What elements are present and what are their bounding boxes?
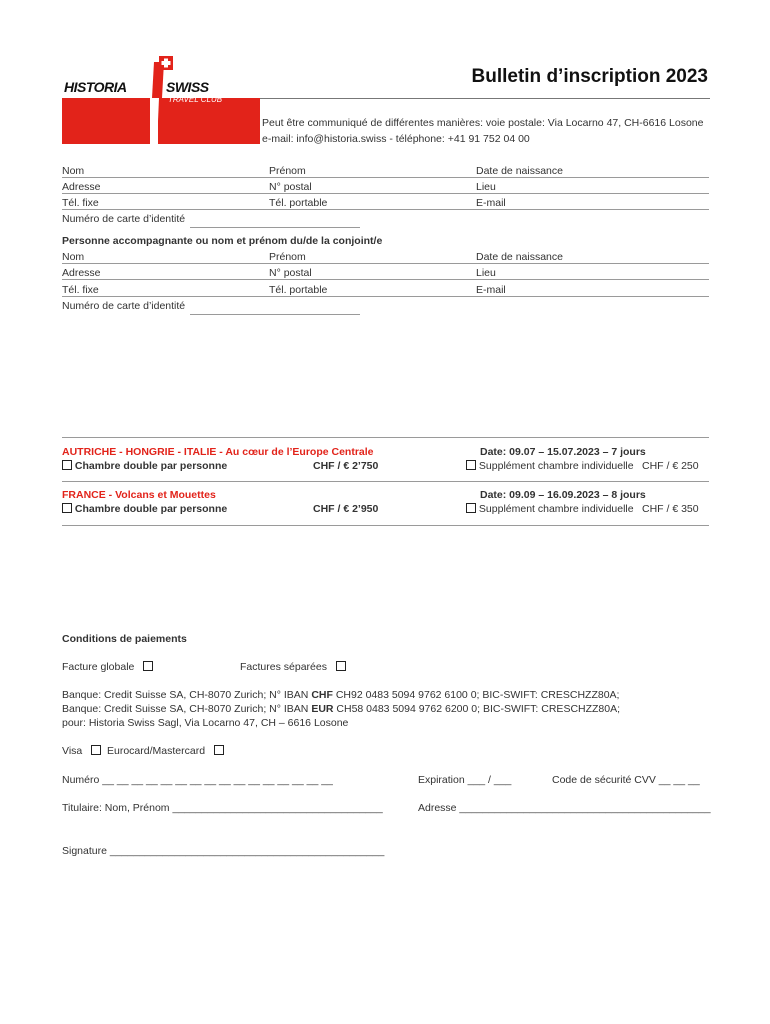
- field-label-nom-2: Nom: [62, 251, 85, 263]
- field-label-tel-portable-2: Tél. portable: [269, 284, 328, 296]
- checkbox[interactable]: [143, 661, 153, 671]
- cardholder-field[interactable]: Titulaire: Nom, Prénom ____________________________________: [62, 802, 383, 814]
- trip-price: CHF / € 2’950: [313, 503, 379, 515]
- facture-globale-option[interactable]: [62, 661, 153, 673]
- bank-line-text: CH58 0483 5094 9762 6200 0; BIC-SWIFT: CRESCHZZ80A;: [333, 703, 621, 715]
- trip-price: CHF / € 2’750: [313, 460, 379, 472]
- trip-room-option[interactable]: [62, 460, 227, 472]
- field-label-adresse-2: Adresse: [62, 267, 101, 279]
- signature-field[interactable]: Signature _______________________________________________: [62, 845, 385, 857]
- bank-currency: EUR: [311, 703, 334, 715]
- page-title: Bulletin d’inscription 2023: [471, 66, 708, 87]
- trip-supplement-option[interactable]: [466, 460, 634, 472]
- field-label-nom: Nom: [62, 165, 85, 177]
- field-label-npa-2: N° postal: [269, 267, 312, 279]
- field-label-id-card-2: Numéro de carte d’identité: [62, 300, 186, 312]
- field-label-prenom: Prénom: [269, 165, 306, 177]
- bank-recipient: pour: Historia Swiss Sagl, Via Locarno 47, CH – 6616 Losone: [62, 717, 349, 729]
- title-rule: [260, 98, 710, 99]
- field-line-row2[interactable]: [62, 193, 709, 194]
- checkbox[interactable]: [466, 460, 476, 470]
- cvv-field[interactable]: Code de sécurité CVV __ __ __: [552, 774, 700, 786]
- trip-supplement-label: Supplément chambre individuelle: [478, 460, 634, 472]
- bank-line-chf: [62, 689, 619, 701]
- trips-bottom-rule: [62, 525, 709, 526]
- bank-line-text: CH92 0483 5094 9762 6100 0; BIC-SWIFT: CRESCHZZ80A;: [332, 689, 620, 701]
- checkbox[interactable]: [62, 503, 72, 513]
- bank-line-text: Banque: Credit Suisse SA, CH-8070 Zurich; N° IBAN: [62, 689, 312, 701]
- logo-graphic: [62, 54, 262, 146]
- payment-heading: Conditions de paiements: [62, 633, 187, 645]
- field-label-prenom-2: Prénom: [269, 251, 306, 263]
- trip-date: Date: 09.07 – 15.07.2023 – 7 jours: [480, 446, 646, 458]
- logo-brand-right: SWISS: [166, 79, 209, 95]
- field-line-row1-2[interactable]: [62, 263, 709, 264]
- field-label-lieu: Lieu: [476, 181, 496, 193]
- checkbox[interactable]: [62, 460, 72, 470]
- trip-date: Date: 09.09 – 16.09.2023 – 8 jours: [480, 489, 646, 501]
- checkbox[interactable]: [214, 745, 224, 755]
- mastercard-option[interactable]: [107, 745, 224, 757]
- field-label-tel-fixe-2: Tél. fixe: [62, 284, 99, 296]
- bank-line-eur: [62, 703, 620, 715]
- field-line-row3-2[interactable]: [62, 296, 709, 297]
- field-label-email: E-mail: [476, 197, 506, 209]
- field-label-tel-portable: Tél. portable: [269, 197, 328, 209]
- trips-top-rule: [62, 437, 709, 438]
- logo-brand-left: HISTORIA: [64, 79, 127, 95]
- bank-currency: CHF: [311, 689, 333, 701]
- field-label-tel-fixe: Tél. fixe: [62, 197, 99, 209]
- address-field[interactable]: Adresse ___________________________________________: [418, 802, 711, 814]
- contact-line-1: Peut être communiqué de différentes manières: voie postale: Via Locarno 47, CH-6616 Losone: [262, 117, 704, 129]
- checkbox[interactable]: [91, 745, 101, 755]
- contact-line-2: e-mail: info@historia.swiss - téléphone: +41 91 752 04 00: [262, 133, 530, 145]
- field-label-date-naissance: Date de naissance: [476, 165, 563, 177]
- field-label-adresse: Adresse: [62, 181, 101, 193]
- trip-supplement-option[interactable]: [466, 503, 634, 515]
- trip-supplement-price: CHF / € 250: [642, 460, 699, 472]
- trips-middle-rule: [62, 481, 709, 482]
- trip-room-option[interactable]: [62, 503, 227, 515]
- field-label-id-card: Numéro de carte d’identité: [62, 213, 186, 225]
- mastercard-label: Eurocard/Mastercard: [107, 745, 206, 757]
- factures-separees-option[interactable]: [240, 661, 346, 673]
- field-label-email-2: E-mail: [476, 284, 506, 296]
- logo-subtitle: TRAVEL CLUB: [168, 95, 223, 104]
- person2-heading: Personne accompagnante ou nom et prénom du/de la conjoint/e: [62, 235, 383, 247]
- bank-line-text: Banque: Credit Suisse SA, CH-8070 Zurich; N° IBAN: [62, 703, 312, 715]
- field-line-row3[interactable]: [62, 209, 709, 210]
- visa-option[interactable]: [62, 745, 101, 757]
- logo: [62, 54, 262, 146]
- trip-room-label: Chambre double par personne: [74, 460, 228, 472]
- field-line-row1[interactable]: [62, 177, 709, 178]
- trip-supplement-label: Supplément chambre individuelle: [478, 503, 634, 515]
- trip-room-label: Chambre double par personne: [74, 503, 228, 515]
- field-label-npa: N° postal: [269, 181, 312, 193]
- trip-title: AUTRICHE - HONGRIE - ITALIE - Au cœur de l’Europe Centrale: [62, 446, 374, 458]
- field-line-id-card-2[interactable]: [190, 314, 360, 315]
- facture-globale-label: Facture globale: [62, 661, 135, 673]
- visa-label: Visa: [62, 745, 83, 757]
- card-number-field[interactable]: Numéro __ __ __ __ __ __ __ __ __ __ __ __ __ __ __ __: [62, 774, 333, 786]
- field-line-id-card[interactable]: [190, 227, 360, 228]
- checkbox[interactable]: [336, 661, 346, 671]
- trip-title: FRANCE - Volcans et Mouettes: [62, 489, 216, 501]
- field-label-date-naissance-2: Date de naissance: [476, 251, 563, 263]
- checkbox[interactable]: [466, 503, 476, 513]
- factures-separees-label: Factures séparées: [240, 661, 327, 673]
- expiration-field[interactable]: Expiration ___ / ___: [418, 774, 512, 786]
- trip-supplement-price: CHF / € 350: [642, 503, 699, 515]
- field-line-row2-2[interactable]: [62, 279, 709, 280]
- field-label-lieu-2: Lieu: [476, 267, 496, 279]
